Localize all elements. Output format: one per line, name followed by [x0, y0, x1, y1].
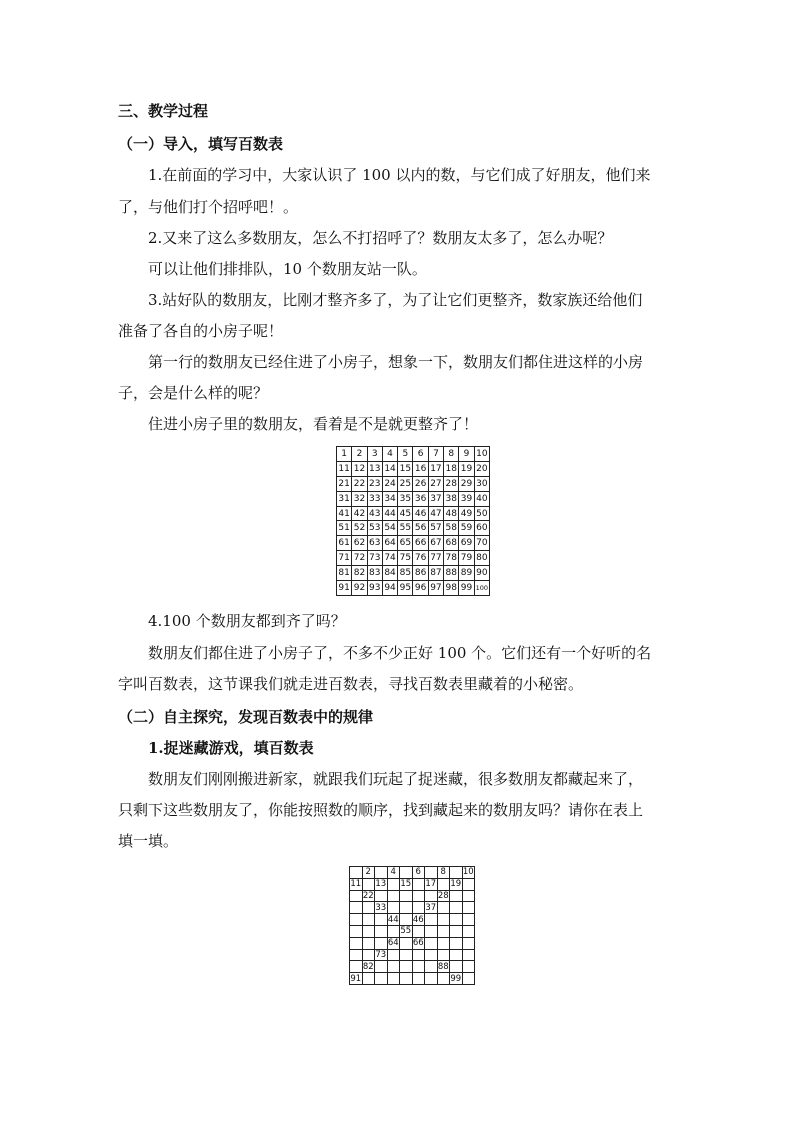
grid-cell [425, 973, 438, 985]
grid-cell: 81 [337, 566, 352, 581]
grid-cell: 32 [352, 491, 367, 506]
grid-cell [362, 925, 375, 937]
grid-cell: 1 [337, 447, 352, 462]
grid-cell: 37 [428, 491, 443, 506]
grid-cell: 66 [413, 536, 428, 551]
grid-cell: 97 [428, 581, 443, 596]
grid-cell [450, 949, 463, 961]
grid-row [350, 973, 475, 985]
grid-cell: 16 [413, 461, 428, 476]
grid-cell: 19 [459, 461, 474, 476]
grid-cell [375, 914, 388, 926]
grid-cell: 13 [367, 461, 382, 476]
grid-cell: 2 [362, 867, 375, 879]
grid-cell [462, 902, 475, 914]
grid-cell: 52 [352, 521, 367, 536]
grid-cell: 43 [367, 506, 382, 521]
grid-cell: 59 [459, 521, 474, 536]
grid-cell [462, 949, 475, 961]
grid-row [337, 506, 490, 521]
grid-cell: 80 [474, 551, 489, 566]
grid-cell [400, 890, 413, 902]
grid-cell: 85 [398, 566, 413, 581]
grid-cell: 99 [450, 973, 462, 984]
grid-cell: 68 [444, 536, 459, 551]
grid-row [337, 476, 490, 491]
grid-cell: 53 [367, 521, 382, 536]
grid-cell: 6 [413, 447, 428, 462]
grid-cell [350, 902, 363, 914]
hundred-chart-full [336, 446, 490, 596]
grid-cell: 4 [382, 447, 397, 462]
grid-cell: 49 [459, 506, 474, 521]
grid-cell [387, 925, 400, 937]
grid-cell [450, 890, 463, 902]
grid-cell: 57 [428, 521, 443, 536]
grid-cell [387, 949, 400, 961]
paragraph-line: 4.100 个数朋友都到齐了吗？ [148, 612, 346, 630]
grid-cell [462, 937, 475, 949]
grid-cell: 73 [367, 551, 382, 566]
grid-cell [462, 914, 475, 926]
grid-cell [462, 890, 475, 902]
grid-cell: 10 [462, 867, 474, 878]
grid-cell: 27 [428, 476, 443, 491]
grid-cell: 76 [413, 551, 428, 566]
grid-cell: 84 [382, 566, 397, 581]
paragraph-line: 准备了各自的小房子呢！ [118, 322, 284, 340]
grid-cell: 3 [367, 447, 382, 462]
grid-cell: 61 [337, 536, 352, 551]
grid-cell [400, 961, 413, 973]
grid-cell: 50 [474, 506, 489, 521]
grid-cell [387, 878, 400, 890]
part1-heading: （一）导入，填写百数表 [118, 135, 284, 153]
grid-cell [437, 937, 450, 949]
grid-cell [350, 890, 363, 902]
grid-cell [375, 890, 388, 902]
grid-cell [400, 937, 413, 949]
grid-cell [400, 949, 413, 961]
grid-cell: 17 [428, 461, 443, 476]
grid-cell: 37 [425, 902, 437, 913]
grid-cell [462, 925, 475, 937]
grid-cell [350, 949, 363, 961]
part2-subheading: 1.捉迷藏游戏，填百数表 [148, 739, 314, 757]
grid-cell [462, 878, 475, 890]
grid-cell: 75 [398, 551, 413, 566]
grid-cell [375, 867, 388, 879]
grid-cell: 82 [352, 566, 367, 581]
paragraph-line: 字叫百数表，这节课我们就走进百数表，寻找百数表里藏着的小秘密。 [118, 675, 584, 693]
grid-cell: 87 [428, 566, 443, 581]
grid-cell: 44 [387, 914, 399, 925]
grid-cell [425, 925, 438, 937]
grid-cell: 70 [474, 536, 489, 551]
grid-cell [437, 878, 450, 890]
grid-cell [350, 937, 363, 949]
grid-cell: 45 [398, 506, 413, 521]
grid-cell [362, 914, 375, 926]
grid-cell: 55 [400, 926, 412, 937]
grid-cell: 8 [444, 447, 459, 462]
grid-cell: 7 [428, 447, 443, 462]
grid-cell: 28 [444, 476, 459, 491]
grid-cell: 82 [362, 961, 374, 972]
grid-cell [450, 902, 463, 914]
grid-row [337, 461, 490, 476]
grid-row [350, 925, 475, 937]
grid-cell: 77 [428, 551, 443, 566]
section-title: 三、教学过程 [118, 102, 209, 120]
grid-cell [450, 961, 463, 973]
grid-cell: 92 [352, 581, 367, 596]
grid-cell [425, 949, 438, 961]
paragraph-line: 数朋友们刚刚搬进新家，就跟我们玩起了捉迷藏，很多数朋友都藏起来了， [148, 770, 644, 788]
grid-cell [412, 878, 425, 890]
grid-row [337, 566, 490, 581]
paragraph-line: 填一填。 [118, 832, 179, 850]
grid-cell: 30 [474, 476, 489, 491]
grid-cell [375, 961, 388, 973]
grid-cell [350, 867, 363, 879]
grid-cell [350, 961, 363, 973]
grid-cell: 54 [382, 521, 397, 536]
paragraph-line: 住进小房子里的数朋友，看着是不是就更整齐了！ [148, 415, 479, 433]
grid-cell: 15 [398, 461, 413, 476]
part2-heading: （二）自主探究，发现百数表中的规律 [118, 708, 374, 726]
grid-cell: 79 [459, 551, 474, 566]
grid-cell: 99 [459, 581, 474, 596]
grid-cell [362, 949, 375, 961]
grid-cell: 11 [350, 879, 362, 890]
grid-cell: 14 [382, 461, 397, 476]
grid-cell: 83 [367, 566, 382, 581]
grid-cell: 88 [437, 961, 449, 972]
grid-row [337, 491, 490, 506]
grid-cell [437, 949, 450, 961]
grid-cell: 24 [382, 476, 397, 491]
grid-cell: 12 [352, 461, 367, 476]
grid-cell: 73 [375, 949, 387, 960]
grid-cell: 56 [413, 521, 428, 536]
grid-cell [400, 902, 413, 914]
grid-cell: 39 [459, 491, 474, 506]
grid-cell [437, 973, 450, 985]
paragraph-line: 1.在前面的学习中，大家认识了 100 以内的数，与它们成了好朋友，他们来 [148, 166, 651, 184]
grid-row [337, 447, 490, 462]
grid-cell [425, 867, 438, 879]
grid-cell: 44 [382, 506, 397, 521]
grid-cell: 64 [387, 938, 399, 949]
grid-row [350, 949, 475, 961]
paragraph-line: 可以让他们排排队，10 个数朋友站一队。 [148, 260, 427, 278]
grid-cell [437, 902, 450, 914]
grid-cell: 26 [413, 476, 428, 491]
grid-cell: 65 [398, 536, 413, 551]
grid-cell [425, 937, 438, 949]
grid-cell [437, 925, 450, 937]
grid-cell: 19 [450, 879, 462, 890]
grid-cell [450, 914, 463, 926]
grid-cell [350, 914, 363, 926]
grid-cell: 67 [428, 536, 443, 551]
paragraph-line: 子，会是什么样的呢？ [118, 384, 269, 402]
grid-cell: 96 [413, 581, 428, 596]
grid-cell: 86 [413, 566, 428, 581]
grid-cell: 36 [413, 491, 428, 506]
grid-cell: 4 [387, 867, 400, 879]
grid-cell [400, 973, 413, 985]
grid-cell [387, 890, 400, 902]
grid-cell [450, 867, 463, 879]
grid-cell [412, 973, 425, 985]
grid-row [337, 551, 490, 566]
grid-cell [387, 902, 400, 914]
grid-cell: 22 [352, 476, 367, 491]
grid-cell: 89 [459, 566, 474, 581]
grid-cell: 46 [412, 914, 424, 925]
grid-cell: 58 [444, 521, 459, 536]
grid-cell: 98 [444, 581, 459, 596]
grid-row [350, 914, 475, 926]
grid-cell: 6 [412, 867, 425, 879]
paragraph-line: 3.站好队的数朋友，比刚才整齐多了，为了让它们更整齐，数家族还给他们 [148, 291, 643, 309]
grid-cell: 88 [444, 566, 459, 581]
grid-row [350, 961, 475, 973]
paragraph-line: 了，与他们打个招呼吧！。 [118, 198, 299, 216]
grid-cell: 13 [375, 879, 387, 890]
grid-cell [400, 867, 413, 879]
grid-cell: 33 [375, 902, 387, 913]
grid-cell: 93 [367, 581, 382, 596]
grid-cell: 78 [444, 551, 459, 566]
paragraph-line: 2.又来了这么多数朋友，怎么不打招呼了？数朋友太多了，怎么办呢？ [148, 229, 613, 247]
grid-cell [462, 973, 475, 985]
grid-cell: 51 [337, 521, 352, 536]
grid-cell: 41 [337, 506, 352, 521]
paragraph-line: 只剩下这些数朋友了，你能按照数的顺序，找到藏起来的数朋友吗？请你在表上 [118, 801, 644, 819]
grid-cell: 5 [398, 447, 413, 462]
grid-cell: 29 [459, 476, 474, 491]
grid-cell: 33 [367, 491, 382, 506]
grid-cell [437, 914, 450, 926]
grid-cell [412, 890, 425, 902]
grid-cell: 22 [362, 890, 374, 901]
grid-cell [425, 914, 438, 926]
grid-cell [412, 949, 425, 961]
grid-cell: 42 [352, 506, 367, 521]
grid-cell: 60 [474, 521, 489, 536]
grid-cell: 94 [382, 581, 397, 596]
grid-cell [362, 902, 375, 914]
grid-cell: 100 [474, 581, 489, 596]
grid-cell: 62 [352, 536, 367, 551]
grid-cell: 11 [337, 461, 352, 476]
grid-cell [450, 937, 463, 949]
grid-cell: 35 [398, 491, 413, 506]
grid-row [337, 581, 490, 596]
grid-cell: 38 [444, 491, 459, 506]
grid-cell [350, 925, 363, 937]
paragraph-line: 数朋友们都住进了小房子了，不多不少正好 100 个。它们还有一个好听的名 [148, 644, 652, 662]
grid-cell [462, 961, 475, 973]
grid-cell: 20 [474, 461, 489, 476]
grid-cell: 10 [474, 447, 489, 462]
grid-cell [412, 961, 425, 973]
grid-cell: 9 [459, 447, 474, 462]
grid-cell: 25 [398, 476, 413, 491]
grid-row [350, 890, 475, 902]
grid-cell: 48 [444, 506, 459, 521]
grid-cell: 72 [352, 551, 367, 566]
grid-cell [375, 937, 388, 949]
hundred-chart-partial [349, 866, 475, 985]
grid-cell: 23 [367, 476, 382, 491]
grid-row [350, 878, 475, 890]
grid-cell: 66 [412, 938, 424, 949]
grid-cell [362, 878, 375, 890]
grid-cell: 71 [337, 551, 352, 566]
grid-cell: 8 [437, 867, 450, 879]
grid-cell [425, 890, 438, 902]
grid-cell [412, 925, 425, 937]
grid-cell: 55 [398, 521, 413, 536]
grid-cell [450, 925, 463, 937]
grid-cell [400, 914, 413, 926]
grid-cell: 64 [382, 536, 397, 551]
grid-cell [387, 961, 400, 973]
grid-cell [375, 973, 388, 985]
grid-cell: 74 [382, 551, 397, 566]
grid-cell: 28 [437, 890, 449, 901]
grid-cell: 46 [413, 506, 428, 521]
grid-cell [425, 961, 438, 973]
grid-cell: 15 [400, 879, 412, 890]
grid-cell: 95 [398, 581, 413, 596]
grid-cell: 40 [474, 491, 489, 506]
grid-row [350, 867, 475, 879]
grid-cell [362, 973, 375, 985]
grid-cell: 90 [474, 566, 489, 581]
grid-cell: 18 [444, 461, 459, 476]
grid-cell: 69 [459, 536, 474, 551]
grid-cell: 34 [382, 491, 397, 506]
grid-cell: 91 [337, 581, 352, 596]
grid-cell: 63 [367, 536, 382, 551]
grid-row [337, 521, 490, 536]
grid-row [350, 902, 475, 914]
grid-cell [412, 902, 425, 914]
paragraph-line: 第一行的数朋友已经住进了小房子，想象一下，数朋友们都住进这样的小房 [148, 353, 644, 371]
grid-cell [362, 937, 375, 949]
grid-cell [387, 973, 400, 985]
grid-cell: 17 [425, 879, 437, 890]
grid-cell: 47 [428, 506, 443, 521]
grid-cell: 31 [337, 491, 352, 506]
grid-cell: 91 [350, 973, 362, 984]
grid-cell: 21 [337, 476, 352, 491]
grid-cell: 2 [352, 447, 367, 462]
grid-row [350, 937, 475, 949]
grid-row [337, 536, 490, 551]
grid-cell [375, 925, 388, 937]
